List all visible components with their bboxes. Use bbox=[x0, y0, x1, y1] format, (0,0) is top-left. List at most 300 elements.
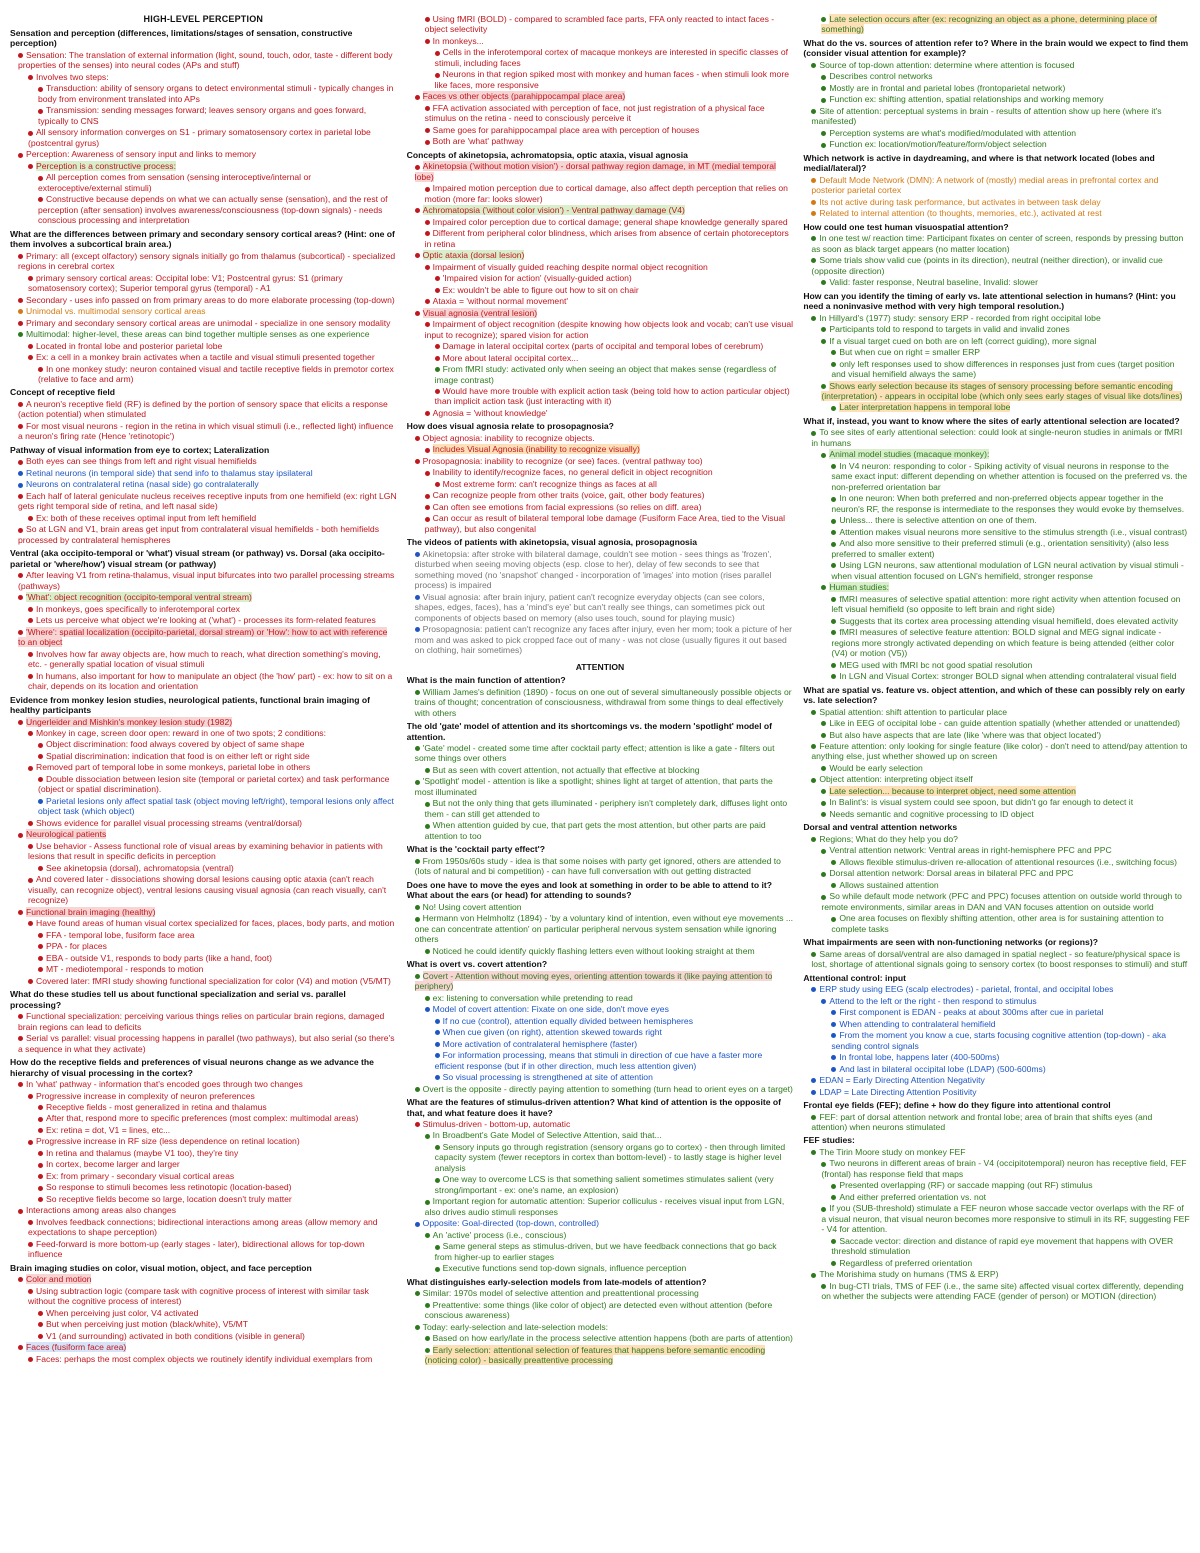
note-item bbox=[18, 1274, 397, 1284]
note-item bbox=[821, 336, 1190, 346]
bullet-icon bbox=[425, 220, 430, 225]
note-text: Ataxia = 'without normal movement' bbox=[432, 296, 569, 307]
bullet-icon bbox=[811, 200, 816, 205]
note-item bbox=[18, 329, 397, 339]
note-item bbox=[28, 513, 397, 523]
bullet-icon bbox=[821, 812, 826, 817]
note-text: In one neuron: When both preferred and non-preferred objects appear together in the neuron's RF, the response is intermediate to the responses they would evoke by themselves. bbox=[831, 493, 1185, 514]
note-item bbox=[18, 1342, 397, 1352]
note-item bbox=[28, 352, 397, 362]
note-text: Does one have to move the eyes and look at something in order to be able to attend to it? What about the ears (or head) for attending to sounds? bbox=[406, 879, 772, 901]
note-text: In Broadbent's Gate Model of Selective Attention, said that... bbox=[432, 1130, 662, 1141]
note-text: Inability to identify/recognize faces, no general deficit in object recognition bbox=[432, 467, 713, 478]
note-item bbox=[18, 524, 397, 545]
bullet-icon bbox=[425, 1233, 430, 1238]
note-text: And covered later - dissociations showing dorsal lesions causing optic ataxia (can't reach visually, can recognize object), ventral lesions causing visual agnosia (can reach visually, can't recognize) bbox=[28, 874, 387, 906]
note-item bbox=[415, 902, 794, 912]
note-item bbox=[18, 318, 397, 328]
note-item bbox=[831, 1236, 1190, 1257]
bullet-icon bbox=[811, 1150, 816, 1155]
note-text: So visual processing is strengthened at site of attention bbox=[442, 1072, 653, 1083]
note-text: Primary and secondary sensory cortical areas are unimodal - specialize in one sensory modality bbox=[26, 317, 391, 328]
note-text: Feature attention: only looking for single feature (like color) - don't need to attend/pay attention to anything else, just whether showed up on screen bbox=[811, 741, 1188, 762]
bullet-icon bbox=[425, 231, 430, 236]
note-item bbox=[435, 1142, 794, 1173]
note-item bbox=[811, 208, 1190, 218]
note-item bbox=[811, 984, 1190, 994]
note-item bbox=[28, 1091, 397, 1101]
note-item bbox=[415, 743, 794, 764]
note-text: But as seen with covert attention, not actually that effective at blocking bbox=[432, 764, 700, 775]
note-text: If you (SUB-threshold) stimulate a FEF neuron whose saccade vector overlaps with the RF of a visual neuron, that visual neuron becomes more responsive to stimuli in its RF, suggesting FEF - V4 for attention. bbox=[821, 1203, 1190, 1235]
note-text: Object agnosia: inability to recognize objects. bbox=[422, 432, 595, 443]
bullet-icon bbox=[435, 1019, 440, 1024]
note-text: Receptive fields - most generalized in retina and thalamus bbox=[46, 1101, 267, 1112]
bullet-icon bbox=[435, 51, 440, 56]
note-text: Same general steps as stimulus-driven, but we have feedback connections that go back from higher-up to earlier stages bbox=[434, 1241, 777, 1262]
bullet-icon bbox=[435, 482, 440, 487]
note-text: Pathway of visual information from eye to cortex; Lateralization bbox=[10, 444, 270, 455]
note-text: Sensation and perception (differences, limitations/stages of sensation, constructive perception) bbox=[10, 27, 353, 49]
note-item bbox=[425, 467, 794, 477]
note-item bbox=[811, 255, 1190, 276]
note-item bbox=[38, 172, 397, 193]
note-text: Dorsal and ventral attention networks bbox=[803, 822, 958, 833]
bullet-icon bbox=[38, 754, 43, 759]
bullet-icon bbox=[831, 917, 836, 922]
question-heading bbox=[803, 416, 1190, 426]
bullet-icon bbox=[38, 1197, 43, 1202]
note-item bbox=[38, 953, 397, 963]
note-text: Neurons on contralateral retina (nasal side) go contralaterally bbox=[26, 479, 259, 490]
bullet-icon bbox=[821, 17, 826, 22]
bullet-icon bbox=[811, 178, 816, 183]
note-item bbox=[425, 125, 794, 135]
note-item bbox=[435, 1072, 794, 1082]
bullet-icon bbox=[425, 802, 430, 807]
note-text: Ex: retina = dot, V1 = lines, etc... bbox=[46, 1124, 171, 1135]
note-item bbox=[425, 103, 794, 124]
bullet-icon bbox=[831, 663, 836, 668]
question-heading bbox=[10, 1057, 397, 1078]
bullet-icon bbox=[831, 350, 836, 355]
question-heading bbox=[803, 153, 1190, 174]
note-text: If a visual target cued on both are on left (correct guiding), more signal bbox=[829, 335, 1097, 346]
bullet-icon bbox=[821, 801, 826, 806]
bullet-icon bbox=[425, 448, 430, 453]
note-item bbox=[18, 468, 397, 478]
note-text: Similar: 1970s model of selective attention and preattentional processing bbox=[422, 1288, 699, 1299]
bullet-icon bbox=[831, 497, 836, 502]
bullet-icon bbox=[415, 311, 420, 316]
bullet-icon bbox=[831, 406, 836, 411]
note-text: Primary: all (except olfactory) sensory signals initially go from thalamus (subcortical) - specialized regions in cerebral cortex bbox=[18, 250, 396, 272]
bullet-icon bbox=[18, 1036, 23, 1041]
note-text: What is overt vs. covert attention? bbox=[406, 959, 548, 970]
bullet-icon bbox=[831, 674, 836, 679]
note-item bbox=[811, 1147, 1190, 1157]
note-text: ex: listening to conversation while pretending to read bbox=[432, 992, 633, 1003]
note-text: Monkey in cage, screen door open: reward in one of two spots; 2 conditions: bbox=[36, 728, 326, 738]
note-text: EDAN = Early Directing Attention Negativity bbox=[819, 1075, 985, 1086]
note-item bbox=[18, 627, 397, 648]
note-text: Site of attention: perceptual systems in brain - results of attention show up here (where it's manifested) bbox=[811, 105, 1162, 127]
bullet-icon bbox=[811, 211, 816, 216]
note-text: Transmission: sending messages forward; leaves sensory organs and goes forward, typically to CNS bbox=[38, 105, 367, 126]
note-text: Ex: both of these receives optimal input from left hemifield bbox=[36, 512, 257, 523]
note-text: Optic ataxia (dorsal lesion) bbox=[422, 250, 525, 261]
bullet-icon bbox=[28, 164, 33, 169]
note-item bbox=[28, 649, 397, 670]
note-item bbox=[811, 197, 1190, 207]
note-item bbox=[821, 277, 1190, 287]
note-text: ERP study using EEG (scalp electrodes) - parietal, frontal, and occipital lobes bbox=[819, 984, 1114, 995]
note-text: If no cue (control), attention equally divided between hemispheres bbox=[442, 1015, 693, 1026]
note-item bbox=[38, 930, 397, 940]
bullet-icon bbox=[38, 1128, 43, 1133]
question-heading bbox=[10, 695, 397, 716]
bullet-icon bbox=[38, 967, 43, 972]
bullet-icon bbox=[18, 1209, 23, 1214]
note-text: Opposite: Goal-directed (top-down, controlled) bbox=[422, 1218, 599, 1229]
note-text: Feed-forward is more bottom-up (early stages - later), bidirectional allows for top-down influence bbox=[28, 1238, 365, 1260]
note-item bbox=[38, 83, 397, 104]
bullet-icon bbox=[18, 424, 23, 429]
question-heading bbox=[407, 844, 794, 854]
note-item bbox=[28, 615, 397, 625]
bullet-icon bbox=[415, 780, 420, 785]
note-item bbox=[821, 1281, 1190, 1302]
bullet-icon bbox=[425, 996, 430, 1001]
note-item bbox=[821, 83, 1190, 93]
bullet-icon bbox=[28, 878, 33, 883]
note-text: First component is EDAN - peaks at about 300ms after cue in parietal bbox=[839, 1007, 1104, 1018]
note-text: MEG used with fMRI bc not good spatial resolution bbox=[839, 659, 1033, 670]
bullet-icon bbox=[831, 362, 836, 367]
note-item bbox=[18, 421, 397, 442]
bullet-icon bbox=[821, 849, 826, 854]
bullet-icon bbox=[821, 280, 826, 285]
note-text: Serial vs parallel: visual processing happens in parallel (two pathways), but also serial (so there's a sequence in what they activate) bbox=[18, 1033, 395, 1054]
bullet-icon bbox=[435, 1145, 440, 1150]
note-item bbox=[831, 493, 1190, 514]
note-text: How do the receptive fields and preferences of visual neurons change as we advance the hierarchy of visual processing in the cortex? bbox=[10, 1057, 374, 1078]
note-item bbox=[415, 549, 794, 591]
bullet-icon bbox=[415, 552, 420, 557]
note-item bbox=[38, 1113, 397, 1123]
note-text: PPA - for places bbox=[46, 941, 107, 952]
note-text: Today: early-selection and late-selection models: bbox=[422, 1321, 609, 1332]
note-text: In frontal lobe, happens later (400-500ms) bbox=[839, 1052, 1000, 1063]
note-item bbox=[821, 730, 1190, 740]
note-item bbox=[38, 964, 397, 974]
note-item bbox=[28, 818, 397, 828]
note-text: Evidence from monkey lesion studies, neurological patients, functional brain imaging of healthy participants bbox=[10, 694, 371, 716]
note-text: Located in frontal lobe and posterior parietal lobe bbox=[36, 340, 223, 351]
note-item bbox=[415, 1084, 794, 1094]
note-text: Prosopagnosia: patient can't recognize any faces after injury, even her mom; took a picture of her mom and was asked to pick cropped face out of many - was not close (usually figures it out based on clothing, hair sometimes) bbox=[414, 624, 792, 656]
note-text: But when perceiving just motion (black/white), V5/MT bbox=[46, 1319, 249, 1330]
note-text: Dorsal attention network: Dorsal areas in bilateral PFC and PPC bbox=[829, 868, 1074, 879]
note-item bbox=[18, 1079, 397, 1089]
bullet-icon bbox=[811, 109, 816, 114]
bullet-icon bbox=[811, 1090, 816, 1095]
note-item bbox=[18, 1011, 397, 1032]
bullet-icon bbox=[821, 131, 826, 136]
note-text: EBA - outside V1, responds to body parts (like a hand, foot) bbox=[46, 952, 272, 963]
note-item bbox=[831, 359, 1190, 380]
question-heading bbox=[407, 537, 794, 547]
note-text: Human studies: bbox=[829, 582, 890, 593]
bullet-icon bbox=[435, 1245, 440, 1250]
note-text: Attention makes visual neurons more sensitive to the stimulus strength (i.e., visual contrast) bbox=[839, 526, 1188, 537]
bullet-icon bbox=[425, 768, 430, 773]
bullet-icon bbox=[821, 75, 826, 80]
note-item bbox=[415, 1119, 794, 1129]
note-item bbox=[18, 456, 397, 466]
bullet-icon bbox=[28, 821, 33, 826]
note-item bbox=[425, 217, 794, 227]
bullet-icon bbox=[38, 109, 43, 114]
bullet-icon bbox=[415, 595, 420, 600]
note-text: More activation of contralateral hemisphere (faster) bbox=[442, 1038, 638, 1049]
bullet-icon bbox=[821, 384, 826, 389]
bullet-icon bbox=[415, 253, 420, 258]
note-text: Each half of lateral geniculate nucleus receives receptive inputs from one hemifield (ex: right LGN gets right temporal side of retina, and left nasal side) bbox=[18, 490, 397, 512]
note-item bbox=[831, 627, 1190, 658]
note-item bbox=[831, 1192, 1190, 1202]
note-text: Default Mode Network (DMN): A network of (mostly) medial areas in prefrontal cortex and posterior parietal cortex bbox=[811, 174, 1159, 196]
bullet-icon bbox=[821, 789, 826, 794]
note-item bbox=[38, 796, 397, 817]
note-item bbox=[425, 1333, 794, 1343]
bullet-icon bbox=[811, 987, 816, 992]
note-text: Participants told to respond to targets in valid and invalid zones bbox=[829, 324, 1070, 335]
bullet-icon bbox=[811, 1273, 816, 1278]
note-text: In one monkey study: neuron contained visual and tactile receptive fields in premotor cortex (relative to face and arm) bbox=[38, 363, 394, 384]
note-item bbox=[811, 313, 1190, 323]
note-item bbox=[811, 1075, 1190, 1085]
note-text: Using LGN neurons, saw attentional modulation of LGN neural activation by visual stimuli - when visual attention focused on LGN's hemifield, stronger response bbox=[831, 560, 1184, 581]
note-text: Can recognize people from other traits (voice, gait, other body features) bbox=[432, 490, 705, 501]
note-item bbox=[38, 1102, 397, 1112]
question-heading bbox=[10, 989, 397, 1010]
note-text: What impairments are seen with non-functioning networks (or regions)? bbox=[803, 937, 1098, 948]
note-item bbox=[38, 941, 397, 951]
bullet-icon bbox=[425, 187, 430, 192]
note-text: Cells in the inferotemporal cortex of macaque monkeys are interested in specific classes of stimuli, including faces bbox=[434, 47, 789, 68]
bullet-icon bbox=[28, 674, 33, 679]
question-heading bbox=[407, 421, 794, 431]
note-text: For information processing, means that stimuli in direction of cue have a faster more efficient response (but if in other direction, much less attention given) bbox=[434, 1050, 763, 1071]
question-heading bbox=[407, 1097, 794, 1118]
bullet-icon bbox=[38, 87, 43, 92]
note-item bbox=[18, 399, 397, 420]
note-item bbox=[821, 381, 1190, 402]
note-item bbox=[821, 1158, 1190, 1179]
bullet-icon bbox=[415, 95, 420, 100]
note-text: Executive functions send top-down signals, influence perception bbox=[442, 1263, 687, 1274]
note-text: One way to overcome LCS is that something salient sometimes stimulates salient (very strong/important - ex: one's name, an explosion) bbox=[434, 1174, 774, 1195]
note-text: An 'active' process (i.e., conscious) bbox=[432, 1229, 567, 1240]
note-text: Would be early selection bbox=[829, 762, 923, 773]
note-item bbox=[811, 949, 1190, 970]
bullet-icon bbox=[435, 1075, 440, 1080]
note-text: Overt is the opposite - directly paying attention to something (turn head to orient eyes on a target) bbox=[422, 1083, 793, 1094]
note-text: Early selection: attentional selection of features that happens before semantic encoding (noticing color) - basically preattentive processing bbox=[424, 1344, 766, 1366]
question-heading bbox=[10, 387, 397, 397]
note-item bbox=[831, 616, 1190, 626]
bullet-icon bbox=[831, 1010, 836, 1015]
note-text: Both eyes can see things from left and right visual hemifields bbox=[26, 456, 257, 467]
section-title bbox=[407, 662, 794, 672]
question-heading bbox=[803, 973, 1190, 983]
note-item bbox=[811, 60, 1190, 70]
note-text: Involves two steps: bbox=[36, 71, 109, 82]
note-text: Multimodal: higher-level, these areas can bind together multiple senses as one experience bbox=[26, 329, 370, 340]
note-text: Mostly are in frontal and parietal lobes (frontoparietal network) bbox=[829, 82, 1066, 93]
note-item bbox=[38, 1319, 397, 1329]
bullet-icon bbox=[831, 1239, 836, 1244]
bullet-icon bbox=[415, 917, 420, 922]
question-heading bbox=[10, 229, 397, 250]
note-text: LDAP = Late Directing Attention Positivity bbox=[819, 1086, 977, 1097]
note-item bbox=[415, 1218, 794, 1228]
note-item bbox=[28, 918, 397, 928]
note-text: More about lateral occipital cortex... bbox=[442, 352, 579, 363]
note-text: Unless... there is selective attention on one of them. bbox=[839, 515, 1037, 526]
note-text: Progressive increase in complexity of neuron preferences bbox=[36, 1090, 255, 1101]
bullet-icon bbox=[28, 131, 33, 136]
note-text: All sensory information converges on S1 - primary somatosensory cortex in parietal lobe (postcentral gyrus) bbox=[28, 127, 371, 148]
note-item bbox=[38, 194, 397, 225]
note-item bbox=[38, 1171, 397, 1181]
note-text: See akinetopsia (dorsal), achromatopsia (ventral) bbox=[46, 862, 234, 873]
note-item bbox=[28, 1286, 397, 1307]
note-text: Different from peripheral color blindness, which arises from absence of certain photoreceptors in retina bbox=[424, 228, 789, 249]
bullet-icon bbox=[435, 344, 440, 349]
note-item bbox=[831, 857, 1190, 867]
note-item bbox=[415, 250, 794, 260]
question-heading bbox=[407, 1277, 794, 1287]
bullet-icon bbox=[435, 288, 440, 293]
note-item bbox=[831, 1007, 1190, 1017]
note-item bbox=[38, 863, 397, 873]
bullet-icon bbox=[821, 327, 826, 332]
note-item bbox=[28, 762, 397, 772]
note-text: Have found areas of human visual cortex specialized for faces, places, body parts, and motion bbox=[36, 918, 395, 929]
note-item bbox=[435, 1027, 794, 1037]
bullet-icon bbox=[28, 979, 33, 984]
bullet-icon bbox=[831, 619, 836, 624]
bullet-icon bbox=[18, 1014, 23, 1019]
bullet-icon bbox=[425, 411, 430, 416]
note-text: In retina and thalamus (maybe V1 too), they're tiny bbox=[46, 1147, 239, 1158]
note-item bbox=[28, 728, 397, 738]
bullet-icon bbox=[38, 1174, 43, 1179]
bullet-icon bbox=[415, 974, 420, 979]
note-text: In Balint's: is visual system could see spoon, but didn't go far enough to detect it bbox=[829, 797, 1134, 808]
note-item bbox=[435, 1241, 794, 1262]
bullet-icon bbox=[821, 339, 826, 344]
bullet-icon bbox=[831, 519, 836, 524]
note-item bbox=[415, 433, 794, 443]
bullet-icon bbox=[38, 1117, 43, 1122]
note-item bbox=[425, 444, 794, 454]
bullet-icon bbox=[415, 1291, 420, 1296]
note-item bbox=[821, 797, 1190, 807]
note-item bbox=[435, 47, 794, 68]
note-text: Frontal eye fields (FEF); define + how do they figure into attentional control bbox=[803, 1100, 1111, 1111]
bullet-icon bbox=[821, 1162, 826, 1167]
bullet-icon bbox=[821, 872, 826, 877]
question-heading bbox=[803, 822, 1190, 832]
bullet-icon bbox=[831, 630, 836, 635]
note-item bbox=[831, 594, 1190, 615]
column-2 bbox=[407, 14, 794, 1553]
note-text: Impaired color perception due to cortical damage; general shape knowledge generally spared bbox=[432, 216, 788, 227]
note-item bbox=[821, 449, 1190, 459]
note-text: Unimodal vs. multimodal sensory cortical areas bbox=[26, 306, 206, 317]
note-text: So receptive fields become so large, location doesn't truly matter bbox=[46, 1193, 292, 1204]
note-text: In monkeys, goes specifically to inferotemporal cortex bbox=[36, 603, 240, 614]
note-text: Covert - Attention without moving eyes, orienting attention towards it (like paying attention to periphery) bbox=[414, 970, 773, 992]
note-item bbox=[415, 1288, 794, 1298]
note-item bbox=[38, 739, 397, 749]
bullet-icon bbox=[831, 1033, 836, 1038]
note-text: And last in bilateral occipital lobe (LDAP) (500-600ms) bbox=[839, 1063, 1046, 1074]
note-text: Transduction: ability of sensory organs to detect environmental stimuli - typically changes in body from environment translated into APs bbox=[38, 83, 394, 104]
note-item bbox=[28, 841, 397, 862]
bullet-icon bbox=[28, 516, 33, 521]
question-heading bbox=[803, 38, 1190, 59]
note-item bbox=[831, 402, 1190, 412]
note-item bbox=[831, 347, 1190, 357]
bullet-icon bbox=[18, 254, 23, 259]
note-item bbox=[831, 660, 1190, 670]
bullet-icon bbox=[38, 1151, 43, 1156]
note-text: In LGN and Visual Cortex: stronger BOLD signal when attending contralateral visual field bbox=[839, 671, 1177, 682]
bullet-icon bbox=[811, 316, 816, 321]
note-item bbox=[821, 71, 1190, 81]
bullet-icon bbox=[425, 1303, 430, 1308]
note-item bbox=[415, 161, 794, 182]
note-text: Ex: a cell in a monkey brain activates when a tactile and visual stimuli presented together bbox=[36, 352, 375, 363]
note-text: Covered later: fMRI study showing functional specialization for color (V4) and motion (V5/MT) bbox=[36, 975, 391, 986]
note-item bbox=[811, 106, 1190, 127]
bullet-icon bbox=[831, 1022, 836, 1027]
note-item bbox=[38, 105, 397, 126]
bullet-icon bbox=[831, 860, 836, 865]
note-text: From 1950s/60s study - idea is that some noises with party get ignored, others are attended to (lots of natural and bi competition) - can have full conversation with out getting distracted bbox=[414, 855, 781, 877]
note-item bbox=[38, 774, 397, 795]
bullet-icon bbox=[811, 1078, 816, 1083]
note-text: Based on how early/late in the process selective attention happens (both are parts of attention) bbox=[432, 1333, 793, 1344]
note-item bbox=[415, 776, 794, 797]
note-item bbox=[821, 868, 1190, 878]
note-text: Can occur as result of bilateral temporal lobe damage (Fusiform Face Area, tied to the Visual pathway), but also congenital bbox=[424, 513, 786, 534]
bullet-icon bbox=[831, 597, 836, 602]
bullet-icon bbox=[821, 453, 826, 458]
bullet-icon bbox=[435, 356, 440, 361]
note-text: Needs semantic and cognitive processing to ID object bbox=[829, 808, 1034, 819]
note-item bbox=[415, 971, 794, 992]
note-item bbox=[435, 386, 794, 407]
note-item bbox=[38, 1159, 397, 1169]
note-text: Using subtraction logic (compare task with cognitive process of interest with similar task without the cognitive process of interest) bbox=[28, 1285, 369, 1307]
note-text: What are the features of stimulus-driven attention? What kind of attention is the opposite of that, and what feature does it have? bbox=[406, 1097, 781, 1118]
note-text: Saccade vector: direction and distance of rapid eye movement that happens with OVER threshold stimulation bbox=[831, 1235, 1174, 1257]
